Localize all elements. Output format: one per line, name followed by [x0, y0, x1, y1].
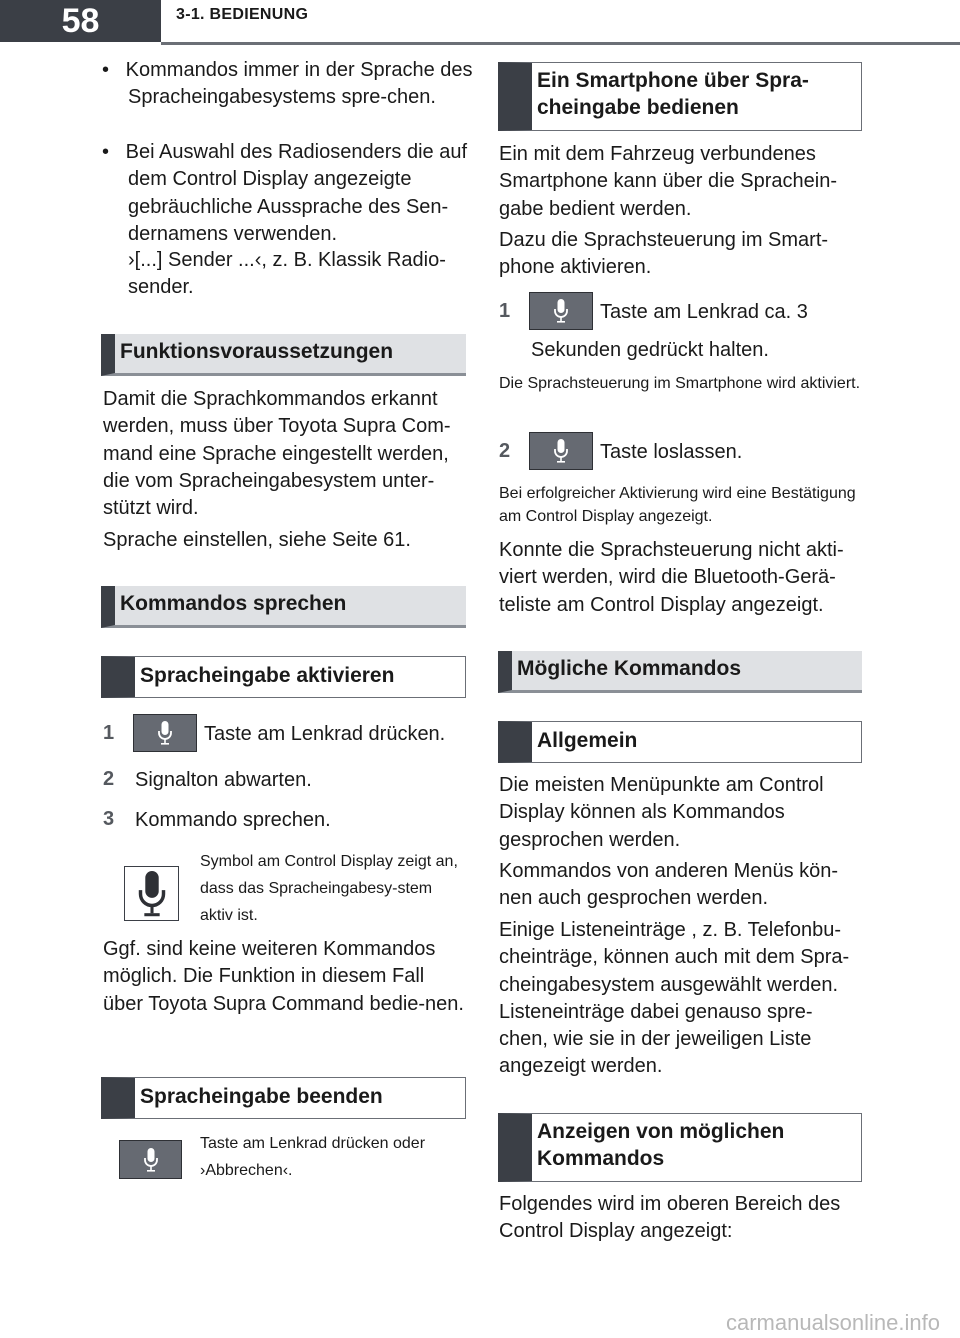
step-number: 2 [103, 768, 115, 790]
sub-heading: Anzeigen von möglichen Kommandos [498, 1113, 862, 1182]
step-text: Signalton abwarten. [135, 769, 312, 791]
paragraph: Die meisten Menüpunkte am Control Display können als Kommandos gesprochen werden. [499, 774, 824, 851]
paragraph: Sprache einstellen, siehe Seite 61. [103, 529, 411, 551]
step-number: 1 [499, 300, 511, 322]
step-text: Kommando sprechen. [135, 809, 331, 831]
microphone-icon [554, 439, 568, 463]
paragraph: Ein mit dem Fahrzeug verbundenes Smartphone kann über die Sprachein-gabe bedient werden. [499, 143, 837, 220]
note: Die Sprachsteuerung im Smartphone wird aktiviert. [499, 375, 861, 392]
sub-heading: Allgemein [498, 721, 862, 763]
page-number: 58 [0, 0, 161, 42]
paragraph: Einige Listeneinträge , z. B. Telefonbu-cheinträge, können auch mit dem Spra-cheingabesystem ausgewählt werden. Listeneinträge dabei genauso spre-chen, wie sie in der jeweiligen Liste angezeigt werden. [499, 919, 850, 1078]
display-symbol [124, 866, 179, 921]
steering-wheel-voice-button [119, 1140, 182, 1179]
step-text: Taste loslassen. [600, 441, 743, 463]
steering-wheel-voice-button [529, 292, 593, 330]
bullet-item: • Kommandos immer in der Sprache des Spracheingabesystems spre-chen. [102, 59, 473, 109]
microphone-icon [158, 721, 172, 745]
paragraph: Damit die Sprachkommandos erkannt werden, muss über Toyota Supra Com-mand eine Sprache eingestellt werden, die vom Spracheingabesystem unter-stützt wird. [103, 388, 451, 520]
step-number: 1 [103, 722, 115, 744]
symbol-note: Symbol am Control Display zeigt an, dass das Spracheingabesy-stem aktiv ist. [200, 853, 458, 924]
microphone-icon [138, 871, 166, 917]
steering-wheel-voice-button [133, 714, 197, 752]
step-text: Taste am Lenkrad ca. 3 [600, 301, 808, 323]
end-note: Taste am Lenkrad drücken oder ›Abbrechen‹. [200, 1135, 426, 1179]
sub-heading: Spracheingabe aktivieren [101, 656, 466, 698]
sub-heading: Ein Smartphone über Spra-cheingabe bedienen [498, 62, 862, 131]
microphone-icon [554, 299, 568, 323]
section-heading: Funktionsvoraussetzungen [101, 334, 466, 376]
paragraph: Ggf. sind keine weiteren Kommandos möglich. Die Funktion in diesem Fall über Toyota Supra Command bedie-nen. [103, 938, 464, 1015]
chapter-title: 3-1. BEDIENUNG [176, 6, 309, 23]
header-rule [161, 42, 960, 45]
step-text-continued: Sekunden gedrückt halten. [531, 339, 769, 361]
section-heading: Kommandos sprechen [101, 586, 466, 628]
paragraph: Konnte die Sprachsteuerung nicht akti-viert werden, wird die Bluetooth-Gerä-teliste am Control Display angezeigt. [499, 539, 844, 616]
sub-heading: Spracheingabe beenden [101, 1077, 466, 1119]
steering-wheel-voice-button [529, 432, 593, 470]
watermark: carmanualsonline.info [725, 1310, 940, 1335]
bullet-example: ›[...] Sender ...‹, z. B. Klassik Radio-sender. [128, 249, 446, 299]
note: Bei erfolgreicher Aktivierung wird eine Bestätigung am Control Display angezeigt. [499, 485, 856, 525]
paragraph: Dazu die Sprachsteuerung im Smart-phone aktivieren. [499, 229, 829, 279]
bullet-item: • Bei Auswahl des Radiosenders die auf dem Control Display angezeigte gebräuchliche Aussprache des Sen-dernamens verwenden. [102, 141, 467, 245]
step-text: Taste am Lenkrad drücken. [204, 723, 446, 745]
step-number: 2 [499, 440, 511, 462]
microphone-icon [144, 1148, 158, 1172]
paragraph: Folgendes wird im oberen Bereich des Control Display angezeigt: [499, 1193, 841, 1243]
step-number: 3 [103, 808, 115, 830]
section-heading: Mögliche Kommandos [498, 651, 862, 693]
paragraph: Kommandos von anderen Menüs kön-nen auch gesprochen werden. [499, 860, 839, 910]
